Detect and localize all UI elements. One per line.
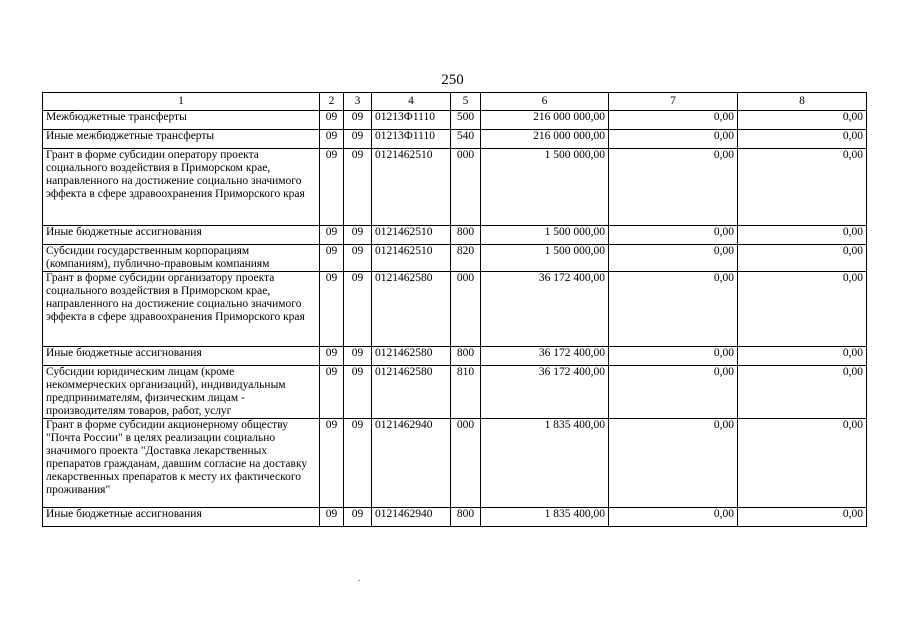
row-amount-col8: 0,00 <box>738 508 867 527</box>
row-section: 09 <box>320 366 344 419</box>
row-amount-col8: 0,00 <box>738 366 867 419</box>
row-subsection: 09 <box>344 149 372 226</box>
row-target-article: 0121462510 <box>372 149 451 226</box>
row-expense-type: 500 <box>451 111 481 130</box>
row-section: 09 <box>320 419 344 508</box>
row-amount-col6: 216 000 000,00 <box>481 130 609 149</box>
page-number: 250 <box>441 72 464 88</box>
row-amount-col8: 0,00 <box>738 272 867 347</box>
row-amount-col8: 0,00 <box>738 347 867 366</box>
row-section: 09 <box>320 347 344 366</box>
column-header: 6 <box>481 93 609 111</box>
row-amount-col7: 0,00 <box>609 226 738 245</box>
row-amount-col6: 1 500 000,00 <box>481 226 609 245</box>
row-name: Иные бюджетные ассигнования <box>43 508 320 527</box>
row-amount-col6: 216 000 000,00 <box>481 111 609 130</box>
column-header: 3 <box>344 93 372 111</box>
table-row <box>43 226 867 245</box>
row-name: Грант в форме субсидии организатору проекта социального воздействия в Приморском крае, направленного на достижение социально значимого эффекта в сфере здравоохранения Приморского края <box>43 272 320 347</box>
row-amount-col7: 0,00 <box>609 508 738 527</box>
row-section: 09 <box>320 111 344 130</box>
row-expense-type: 000 <box>451 419 481 508</box>
row-subsection: 09 <box>344 347 372 366</box>
row-name: Субсидии юридическим лицам (кроме некоммерческих организаций), индивидуальным предпринимателям, физическим лицам - производителям товаров, работ, услуг <box>43 366 320 419</box>
row-subsection: 09 <box>344 111 372 130</box>
row-amount-col7: 0,00 <box>609 130 738 149</box>
row-target-article: 0121462940 <box>372 508 451 527</box>
row-amount-col6: 1 500 000,00 <box>481 149 609 226</box>
row-target-article: 01213Ф1110 <box>372 130 451 149</box>
row-amount-col6: 36 172 400,00 <box>481 347 609 366</box>
row-expense-type: 800 <box>451 347 481 366</box>
row-subsection: 09 <box>344 419 372 508</box>
table-row <box>43 508 867 527</box>
row-target-article: 0121462580 <box>372 347 451 366</box>
scan-speck <box>358 580 360 581</box>
row-section: 09 <box>320 508 344 527</box>
budget-table <box>42 92 867 527</box>
row-amount-col8: 0,00 <box>738 245 867 272</box>
row-subsection: 09 <box>344 508 372 527</box>
row-section: 09 <box>320 272 344 347</box>
row-amount-col8: 0,00 <box>738 149 867 226</box>
table-row <box>43 130 867 149</box>
row-target-article: 01213Ф1110 <box>372 111 451 130</box>
row-amount-col7: 0,00 <box>609 366 738 419</box>
row-target-article: 0121462510 <box>372 226 451 245</box>
table-row <box>43 149 867 226</box>
row-amount-col6: 36 172 400,00 <box>481 272 609 347</box>
table-row <box>43 366 867 419</box>
row-name: Иные бюджетные ассигнования <box>43 347 320 366</box>
row-subsection: 09 <box>344 366 372 419</box>
column-header: 2 <box>320 93 344 111</box>
header-row <box>43 93 867 111</box>
row-expense-type: 800 <box>451 508 481 527</box>
row-expense-type: 000 <box>451 272 481 347</box>
row-expense-type: 540 <box>451 130 481 149</box>
row-amount-col6: 36 172 400,00 <box>481 366 609 419</box>
row-amount-col8: 0,00 <box>738 130 867 149</box>
row-section: 09 <box>320 130 344 149</box>
row-amount-col7: 0,00 <box>609 245 738 272</box>
row-expense-type: 820 <box>451 245 481 272</box>
row-expense-type: 810 <box>451 366 481 419</box>
row-target-article: 0121462510 <box>372 245 451 272</box>
row-amount-col6: 1 835 400,00 <box>481 508 609 527</box>
column-header: 4 <box>372 93 451 111</box>
column-header: 5 <box>451 93 481 111</box>
column-header: 7 <box>609 93 738 111</box>
row-subsection: 09 <box>344 130 372 149</box>
row-section: 09 <box>320 226 344 245</box>
row-expense-type: 800 <box>451 226 481 245</box>
row-amount-col8: 0,00 <box>738 111 867 130</box>
row-target-article: 0121462940 <box>372 419 451 508</box>
row-name: Субсидии государственным корпорациям (компаниям), публично-правовым компаниям <box>43 245 320 272</box>
table-row <box>43 245 867 272</box>
row-name: Иные бюджетные ассигнования <box>43 226 320 245</box>
row-expense-type: 000 <box>451 149 481 226</box>
table-row <box>43 419 867 508</box>
row-amount-col6: 1 500 000,00 <box>481 245 609 272</box>
row-amount-col7: 0,00 <box>609 111 738 130</box>
row-subsection: 09 <box>344 245 372 272</box>
row-amount-col7: 0,00 <box>609 149 738 226</box>
row-name: Иные межбюджетные трансферты <box>43 130 320 149</box>
row-amount-col7: 0,00 <box>609 272 738 347</box>
column-header: 8 <box>738 93 867 111</box>
row-amount-col8: 0,00 <box>738 226 867 245</box>
row-name: Межбюджетные трансферты <box>43 111 320 130</box>
row-amount-col6: 1 835 400,00 <box>481 419 609 508</box>
row-section: 09 <box>320 245 344 272</box>
row-subsection: 09 <box>344 272 372 347</box>
table-row <box>43 272 867 347</box>
table-row <box>43 111 867 130</box>
row-target-article: 0121462580 <box>372 366 451 419</box>
row-subsection: 09 <box>344 226 372 245</box>
row-amount-col8: 0,00 <box>738 419 867 508</box>
row-amount-col7: 0,00 <box>609 347 738 366</box>
row-target-article: 0121462580 <box>372 272 451 347</box>
table-row <box>43 347 867 366</box>
row-section: 09 <box>320 149 344 226</box>
row-name: Грант в форме субсидии оператору проекта социального воздействия в Приморском крае, направленного на достижение социально значимого эффекта в сфере здравоохранения Приморского края <box>43 149 320 226</box>
column-header: 1 <box>43 93 320 111</box>
row-name: Грант в форме субсидии акционерному обществу "Почта России" в целях реализации социально значимого проекта "Доставка лекарственных препаратов гражданам, давшим согласие на доставку лекарственных препаратов к месту их фактического проживания" <box>43 419 320 508</box>
row-amount-col7: 0,00 <box>609 419 738 508</box>
